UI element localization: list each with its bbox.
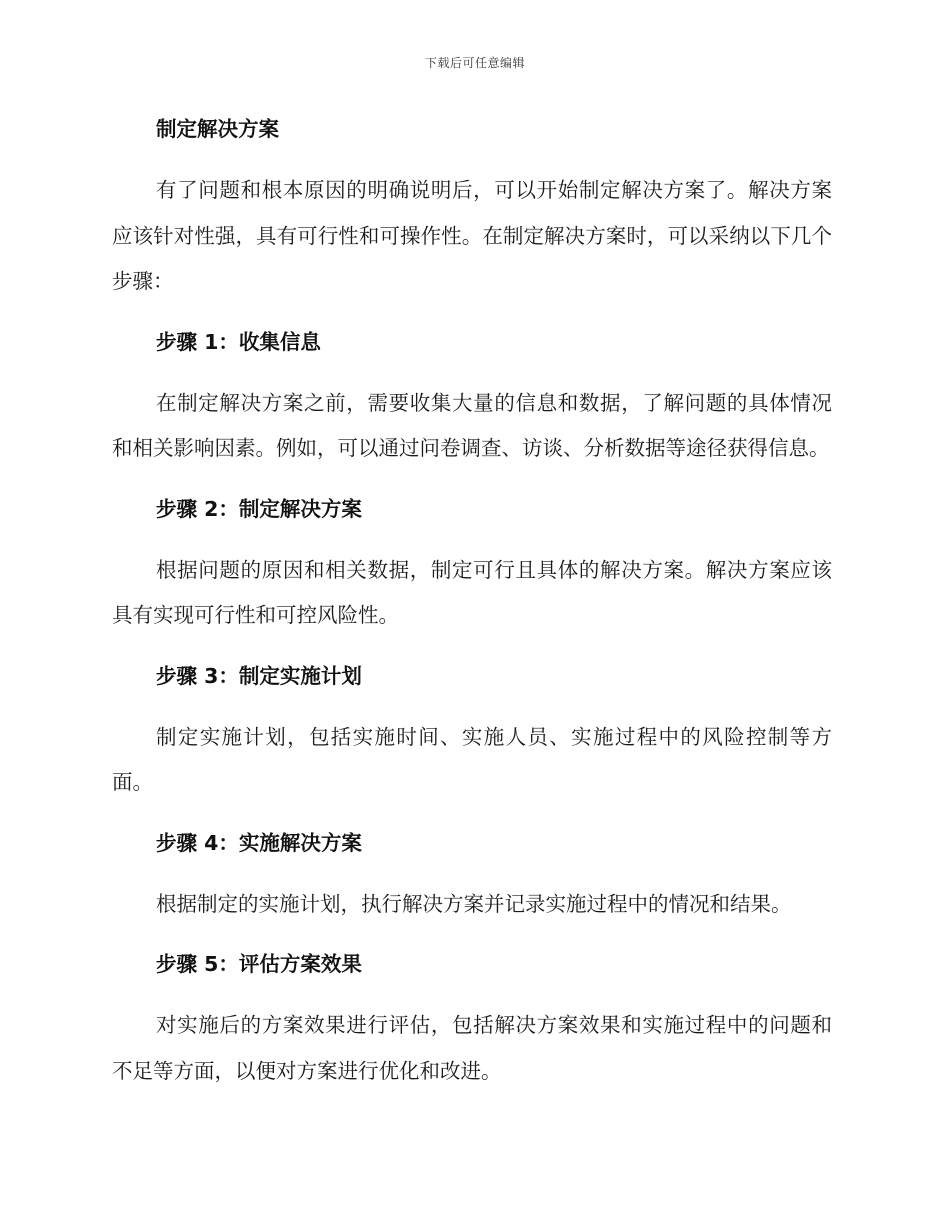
step-2-title: 步骤 2：制定解决方案 xyxy=(156,496,362,521)
step-5-title: 步骤 5：评估方案效果 xyxy=(156,952,362,976)
step-3-title: 步骤 3：制定实施计划 xyxy=(156,663,362,688)
step-1-title: 步骤 1：收集信息 xyxy=(156,329,321,354)
section-title: 制定解决方案 xyxy=(156,117,279,141)
step-1-body: 在制定解决方案之前，需要收集大量的信息和数据，了解问题的具体情况和相关影响因素。例如，可以通过问卷调查、访谈、分析数据等途径获得信息。 xyxy=(112,390,832,460)
document-body xyxy=(112,112,832,1094)
step-5-body: 对实施后的方案效果进行评估，包括解决方案效果和实施过程中的问题和不足等方面，以便对方案进行优化和改进。 xyxy=(112,1013,832,1083)
step-2-body: 根据问题的原因和相关数据，制定可行且具体的解决方案。解决方案应该具有实现可行性和可控风险性。 xyxy=(112,557,832,627)
section-intro: 有了问题和根本原因的明确说明后，可以开始制定解决方案了。解决方案应该针对性强，具有可行性和可操作性。在制定解决方案时，可以采纳以下几个步骤： xyxy=(112,178,832,293)
header-note: 下载后可任意编辑 xyxy=(424,56,525,70)
step-4-title: 步骤 4：实施解决方案 xyxy=(156,830,362,855)
step-3-body: 制定实施计划，包括实施时间、实施人员、实施过程中的风险控制等方面。 xyxy=(112,724,832,794)
step-4-body: 根据制定的实施计划，执行解决方案并记录实施过程中的情况和结果。 xyxy=(156,891,792,916)
